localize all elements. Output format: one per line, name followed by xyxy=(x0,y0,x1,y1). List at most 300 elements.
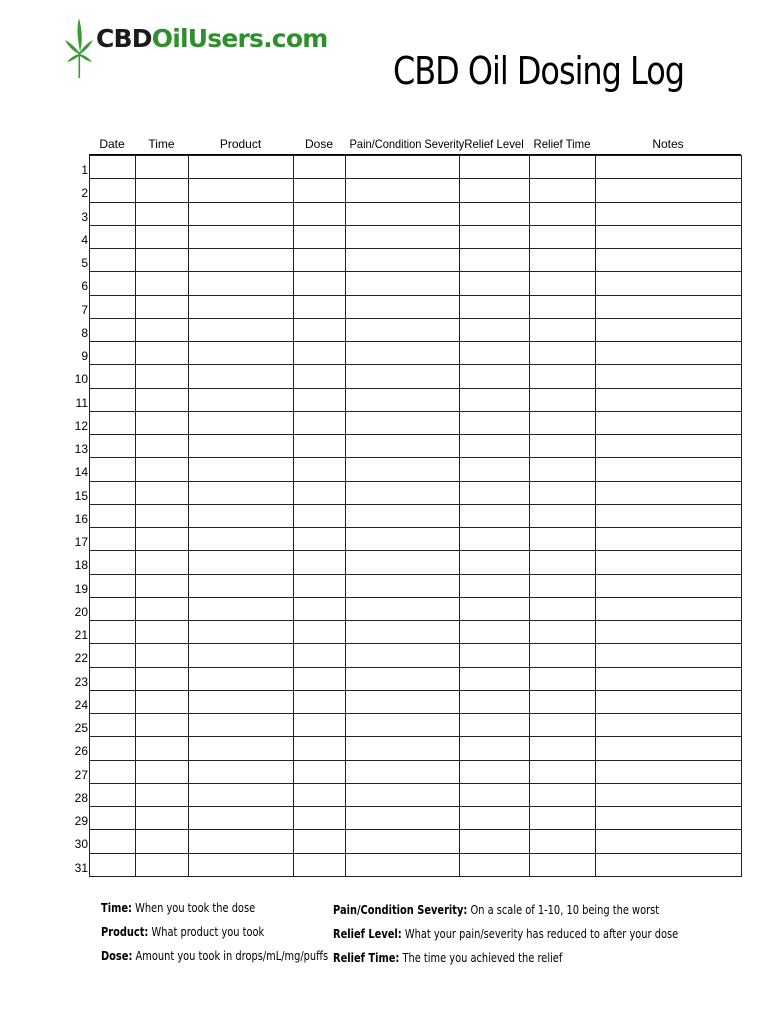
row-number: 9 xyxy=(81,349,88,363)
table-cell[interactable] xyxy=(596,853,742,876)
row-number: 3 xyxy=(81,209,88,224)
table-cell[interactable] xyxy=(460,272,530,295)
table-cell[interactable] xyxy=(460,597,530,620)
table-cell[interactable] xyxy=(294,644,346,667)
table-cell[interactable] xyxy=(530,249,596,272)
table-row xyxy=(90,481,742,504)
table-cell[interactable] xyxy=(460,481,530,504)
table-cell[interactable] xyxy=(136,574,189,597)
row-number: 14 xyxy=(74,465,88,480)
table-cell[interactable] xyxy=(530,202,596,225)
table-cell[interactable] xyxy=(460,458,530,481)
row-number: 18 xyxy=(74,558,88,573)
table-cell[interactable] xyxy=(346,481,460,504)
table-cell[interactable] xyxy=(530,342,596,365)
table-cell[interactable] xyxy=(189,690,294,713)
table-cell[interactable] xyxy=(346,272,460,295)
logo-wordmark xyxy=(96,24,327,53)
row-number: 29 xyxy=(74,814,88,828)
table-cell[interactable] xyxy=(90,318,136,341)
table-row xyxy=(90,690,742,713)
legend-item-relief-level xyxy=(333,922,678,946)
table-cell[interactable] xyxy=(294,365,346,388)
table-cell[interactable] xyxy=(90,597,136,620)
table-cell[interactable] xyxy=(189,435,294,458)
table-cell[interactable] xyxy=(596,481,742,504)
table-cell[interactable] xyxy=(460,388,530,411)
table-cell[interactable] xyxy=(136,621,189,644)
table-cell[interactable] xyxy=(596,342,742,365)
table-cell[interactable] xyxy=(294,458,346,481)
table-cell[interactable] xyxy=(189,621,294,644)
table-cell[interactable] xyxy=(530,295,596,318)
table-cell[interactable] xyxy=(90,202,136,225)
legend-item-relief-time xyxy=(333,946,678,970)
table-cell[interactable] xyxy=(294,435,346,458)
row-number: 1 xyxy=(81,163,88,177)
table-cell[interactable] xyxy=(346,202,460,225)
table-cell[interactable] xyxy=(596,783,742,806)
table-cell[interactable] xyxy=(294,156,346,179)
row-number: 15 xyxy=(74,488,88,503)
table-cell[interactable] xyxy=(90,249,136,272)
table-cell[interactable] xyxy=(189,830,294,853)
row-numbers xyxy=(60,155,88,876)
table-cell[interactable] xyxy=(596,272,742,295)
table-cell[interactable] xyxy=(460,621,530,644)
column-header-severity: Pain/Condition Severity xyxy=(349,137,465,151)
table-cell[interactable] xyxy=(596,667,742,690)
page-title: CBD Oil Dosing Log xyxy=(393,49,685,93)
column-header-dose: Dose xyxy=(304,137,333,151)
table-cell[interactable] xyxy=(346,574,460,597)
table-cell[interactable] xyxy=(136,597,189,620)
table-cell[interactable] xyxy=(294,597,346,620)
table-cell[interactable] xyxy=(530,551,596,574)
row-number: 27 xyxy=(74,767,88,782)
table-cell[interactable] xyxy=(90,458,136,481)
table-cell[interactable] xyxy=(294,667,346,690)
table-cell[interactable] xyxy=(189,179,294,202)
table-row xyxy=(90,272,742,295)
table-cell[interactable] xyxy=(596,249,742,272)
table-cell[interactable] xyxy=(136,783,189,806)
table-cell[interactable] xyxy=(460,667,530,690)
table-cell[interactable] xyxy=(530,318,596,341)
table-cell[interactable] xyxy=(189,272,294,295)
table-cell[interactable] xyxy=(189,667,294,690)
table-cell[interactable] xyxy=(90,179,136,202)
table-cell[interactable] xyxy=(346,621,460,644)
row-number: 7 xyxy=(81,302,88,317)
table-cell[interactable] xyxy=(530,667,596,690)
table-row xyxy=(90,318,742,341)
table-cell[interactable] xyxy=(136,225,189,248)
table-cell[interactable] xyxy=(136,737,189,760)
table-cell[interactable] xyxy=(136,411,189,434)
table-cell[interactable] xyxy=(346,411,460,434)
table-cell[interactable] xyxy=(596,714,742,737)
table-cell[interactable] xyxy=(136,435,189,458)
table-cell[interactable] xyxy=(460,156,530,179)
table-cell[interactable] xyxy=(294,853,346,876)
table-cell[interactable] xyxy=(596,411,742,434)
table-cell[interactable] xyxy=(189,597,294,620)
table-cell[interactable] xyxy=(346,458,460,481)
table-cell[interactable] xyxy=(460,249,530,272)
table-cell[interactable] xyxy=(346,714,460,737)
table-cell[interactable] xyxy=(530,272,596,295)
legend-term: Relief Time: xyxy=(333,951,400,965)
table-cell[interactable] xyxy=(460,737,530,760)
table-cell[interactable] xyxy=(596,737,742,760)
table-cell[interactable] xyxy=(90,272,136,295)
table-cell[interactable] xyxy=(90,411,136,434)
table-cell[interactable] xyxy=(596,574,742,597)
legend-item-product xyxy=(101,920,328,944)
table-cell[interactable] xyxy=(460,853,530,876)
table-cell[interactable] xyxy=(596,551,742,574)
table-cell[interactable] xyxy=(346,318,460,341)
table-cell[interactable] xyxy=(136,504,189,527)
table-cell[interactable] xyxy=(189,318,294,341)
legend-term: Dose: xyxy=(101,949,133,963)
legend-term: Time: xyxy=(101,901,132,915)
table-cell[interactable] xyxy=(460,574,530,597)
table-cell[interactable] xyxy=(460,179,530,202)
table-cell[interactable] xyxy=(346,830,460,853)
table-cell[interactable] xyxy=(346,737,460,760)
table-cell[interactable] xyxy=(346,597,460,620)
table-cell[interactable] xyxy=(596,388,742,411)
table-cell[interactable] xyxy=(530,807,596,830)
table-row xyxy=(90,760,742,783)
table-cell[interactable] xyxy=(294,318,346,341)
table-cell[interactable] xyxy=(460,202,530,225)
table-cell[interactable] xyxy=(530,760,596,783)
legend-desc: The time you achieved the relief xyxy=(402,951,563,965)
table-cell[interactable] xyxy=(189,202,294,225)
table-cell[interactable] xyxy=(460,365,530,388)
table-cell[interactable] xyxy=(90,435,136,458)
table-cell[interactable] xyxy=(460,411,530,434)
table-cell[interactable] xyxy=(596,528,742,551)
table-cell[interactable] xyxy=(136,365,189,388)
table-cell[interactable] xyxy=(90,551,136,574)
table-cell[interactable] xyxy=(189,574,294,597)
table-cell[interactable] xyxy=(294,225,346,248)
table-cell[interactable] xyxy=(596,807,742,830)
legend-desc: Amount you took in drops/mL/mg/puffs xyxy=(135,949,329,963)
table-cell[interactable] xyxy=(530,365,596,388)
table-cell[interactable] xyxy=(189,528,294,551)
table-cell[interactable] xyxy=(460,551,530,574)
table-cell[interactable] xyxy=(90,365,136,388)
table-cell[interactable] xyxy=(136,528,189,551)
table-cell[interactable] xyxy=(294,411,346,434)
table-cell[interactable] xyxy=(596,179,742,202)
table-cell[interactable] xyxy=(460,225,530,248)
table-cell[interactable] xyxy=(136,179,189,202)
column-header-product: Product xyxy=(219,137,262,151)
table-row xyxy=(90,388,742,411)
table-cell[interactable] xyxy=(530,830,596,853)
table-cell[interactable] xyxy=(90,714,136,737)
row-number: 13 xyxy=(74,442,88,456)
table-cell[interactable] xyxy=(460,714,530,737)
table-cell[interactable] xyxy=(530,156,596,179)
table-row xyxy=(90,458,742,481)
table-cell[interactable] xyxy=(530,504,596,527)
table-cell[interactable] xyxy=(90,830,136,853)
table-cell[interactable] xyxy=(596,621,742,644)
table-cell[interactable] xyxy=(596,295,742,318)
table-row xyxy=(90,644,742,667)
table-cell[interactable] xyxy=(596,435,742,458)
table-cell[interactable] xyxy=(460,807,530,830)
table-cell[interactable] xyxy=(530,388,596,411)
table-cell[interactable] xyxy=(530,411,596,434)
table-cell[interactable] xyxy=(189,737,294,760)
table-cell[interactable] xyxy=(530,179,596,202)
table-cell[interactable] xyxy=(530,481,596,504)
row-number: 21 xyxy=(74,628,88,642)
table-cell[interactable] xyxy=(294,807,346,830)
table-cell[interactable] xyxy=(189,853,294,876)
table-cell[interactable] xyxy=(189,295,294,318)
table-cell[interactable] xyxy=(460,435,530,458)
table-cell[interactable] xyxy=(530,714,596,737)
table-cell[interactable] xyxy=(189,807,294,830)
table-cell[interactable] xyxy=(294,830,346,853)
table-cell[interactable] xyxy=(294,202,346,225)
table-cell[interactable] xyxy=(294,249,346,272)
table-cell[interactable] xyxy=(136,853,189,876)
table-row xyxy=(90,156,742,179)
table-cell[interactable] xyxy=(346,504,460,527)
table-body xyxy=(90,156,742,877)
table-cell[interactable] xyxy=(189,458,294,481)
table-cell[interactable] xyxy=(189,783,294,806)
table-cell[interactable] xyxy=(596,458,742,481)
table-cell[interactable] xyxy=(460,318,530,341)
table-row xyxy=(90,411,742,434)
column-header-date: Date xyxy=(99,137,125,151)
table-cell[interactable] xyxy=(346,551,460,574)
table-cell[interactable] xyxy=(189,225,294,248)
table-cell[interactable] xyxy=(136,690,189,713)
table-cell[interactable] xyxy=(530,621,596,644)
table-cell[interactable] xyxy=(346,853,460,876)
table-cell[interactable] xyxy=(460,644,530,667)
table-cell[interactable] xyxy=(136,667,189,690)
table-cell[interactable] xyxy=(189,156,294,179)
table-cell[interactable] xyxy=(90,807,136,830)
table-cell[interactable] xyxy=(189,760,294,783)
table-cell[interactable] xyxy=(530,853,596,876)
table-cell[interactable] xyxy=(90,225,136,248)
table-cell[interactable] xyxy=(136,388,189,411)
table-cell[interactable] xyxy=(294,388,346,411)
table-cell[interactable] xyxy=(136,458,189,481)
table-cell[interactable] xyxy=(596,202,742,225)
table-cell[interactable] xyxy=(346,342,460,365)
table-cell[interactable] xyxy=(294,621,346,644)
table-cell[interactable] xyxy=(90,481,136,504)
table-cell[interactable] xyxy=(189,411,294,434)
table-cell[interactable] xyxy=(596,504,742,527)
table-cell[interactable] xyxy=(530,783,596,806)
table-cell[interactable] xyxy=(136,202,189,225)
table-cell[interactable] xyxy=(294,737,346,760)
table-cell[interactable] xyxy=(346,760,460,783)
legend-item-severity xyxy=(333,898,678,922)
table-cell[interactable] xyxy=(346,179,460,202)
table-row xyxy=(90,249,742,272)
table-cell[interactable] xyxy=(136,481,189,504)
table-cell[interactable] xyxy=(90,667,136,690)
table-cell[interactable] xyxy=(294,295,346,318)
table-cell[interactable] xyxy=(90,737,136,760)
table-cell[interactable] xyxy=(596,365,742,388)
table-cell[interactable] xyxy=(136,551,189,574)
dosing-log-table xyxy=(89,155,742,877)
table-cell[interactable] xyxy=(136,249,189,272)
table-cell[interactable] xyxy=(530,597,596,620)
table-cell[interactable] xyxy=(189,365,294,388)
table-cell[interactable] xyxy=(346,807,460,830)
table-cell[interactable] xyxy=(294,760,346,783)
table-cell[interactable] xyxy=(346,667,460,690)
table-cell[interactable] xyxy=(189,644,294,667)
table-cell[interactable] xyxy=(136,295,189,318)
table-cell[interactable] xyxy=(294,574,346,597)
table-cell[interactable] xyxy=(189,342,294,365)
table-cell[interactable] xyxy=(346,225,460,248)
table-cell[interactable] xyxy=(189,504,294,527)
table-row xyxy=(90,830,742,853)
table-cell[interactable] xyxy=(90,574,136,597)
table-cell[interactable] xyxy=(189,388,294,411)
table-cell[interactable] xyxy=(346,690,460,713)
table-cell[interactable] xyxy=(136,760,189,783)
table-cell[interactable] xyxy=(596,156,742,179)
table-cell[interactable] xyxy=(346,388,460,411)
table-cell[interactable] xyxy=(90,783,136,806)
table-row xyxy=(90,504,742,527)
table-cell[interactable] xyxy=(90,388,136,411)
table-cell[interactable] xyxy=(136,807,189,830)
table-cell[interactable] xyxy=(90,295,136,318)
table-cell[interactable] xyxy=(136,714,189,737)
table-cell[interactable] xyxy=(189,249,294,272)
table-row xyxy=(90,621,742,644)
table-cell[interactable] xyxy=(90,644,136,667)
legend-term: Pain/Condition Severity: xyxy=(333,903,468,917)
table-cell[interactable] xyxy=(346,365,460,388)
table-cell[interactable] xyxy=(294,504,346,527)
table-cell[interactable] xyxy=(596,597,742,620)
table-cell[interactable] xyxy=(530,690,596,713)
table-cell[interactable] xyxy=(189,714,294,737)
table-cell[interactable] xyxy=(596,644,742,667)
table-cell[interactable] xyxy=(460,504,530,527)
table-cell[interactable] xyxy=(460,783,530,806)
table-cell[interactable] xyxy=(530,528,596,551)
table-cell[interactable] xyxy=(460,690,530,713)
table-cell[interactable] xyxy=(596,830,742,853)
row-number: 4 xyxy=(81,232,88,247)
table-row xyxy=(90,342,742,365)
table-cell[interactable] xyxy=(460,295,530,318)
table-cell[interactable] xyxy=(294,551,346,574)
table-cell[interactable] xyxy=(90,156,136,179)
table-cell[interactable] xyxy=(90,690,136,713)
table-cell[interactable] xyxy=(530,737,596,760)
table-cell[interactable] xyxy=(596,318,742,341)
table-cell[interactable] xyxy=(136,318,189,341)
brand-logo xyxy=(64,16,327,80)
table-cell[interactable] xyxy=(530,458,596,481)
table-cell[interactable] xyxy=(530,435,596,458)
table-cell[interactable] xyxy=(596,760,742,783)
table-cell[interactable] xyxy=(294,690,346,713)
table-cell[interactable] xyxy=(90,504,136,527)
table-cell[interactable] xyxy=(189,551,294,574)
table-cell[interactable] xyxy=(90,760,136,783)
table-cell[interactable] xyxy=(136,830,189,853)
table-cell[interactable] xyxy=(346,295,460,318)
table-cell[interactable] xyxy=(294,272,346,295)
table-cell[interactable] xyxy=(346,249,460,272)
table-cell[interactable] xyxy=(460,760,530,783)
table-cell[interactable] xyxy=(596,690,742,713)
legend-desc: What product you took xyxy=(151,925,265,939)
table-cell[interactable] xyxy=(136,272,189,295)
table-cell[interactable] xyxy=(596,225,742,248)
table-cell[interactable] xyxy=(90,528,136,551)
table-cell[interactable] xyxy=(189,481,294,504)
table-cell[interactable] xyxy=(346,644,460,667)
table-cell[interactable] xyxy=(294,481,346,504)
table-cell[interactable] xyxy=(460,830,530,853)
row-number: 5 xyxy=(81,256,88,270)
table-cell[interactable] xyxy=(90,342,136,365)
table-cell[interactable] xyxy=(530,644,596,667)
table-cell[interactable] xyxy=(346,783,460,806)
table-cell[interactable] xyxy=(90,621,136,644)
table-row xyxy=(90,551,742,574)
table-cell[interactable] xyxy=(460,342,530,365)
table-cell[interactable] xyxy=(136,342,189,365)
table-cell[interactable] xyxy=(530,225,596,248)
table-cell[interactable] xyxy=(294,342,346,365)
table-cell[interactable] xyxy=(294,714,346,737)
legend-desc: On a scale of 1-10, 10 being the worst xyxy=(470,903,660,917)
table-cell[interactable] xyxy=(294,179,346,202)
table-cell[interactable] xyxy=(136,644,189,667)
table-cell[interactable] xyxy=(136,156,189,179)
table-cell[interactable] xyxy=(460,528,530,551)
table-cell[interactable] xyxy=(346,435,460,458)
table-cell[interactable] xyxy=(294,783,346,806)
table-cell[interactable] xyxy=(294,528,346,551)
table-cell[interactable] xyxy=(530,574,596,597)
table-cell[interactable] xyxy=(346,528,460,551)
table-row xyxy=(90,365,742,388)
table-cell[interactable] xyxy=(346,156,460,179)
table-cell[interactable] xyxy=(90,853,136,876)
